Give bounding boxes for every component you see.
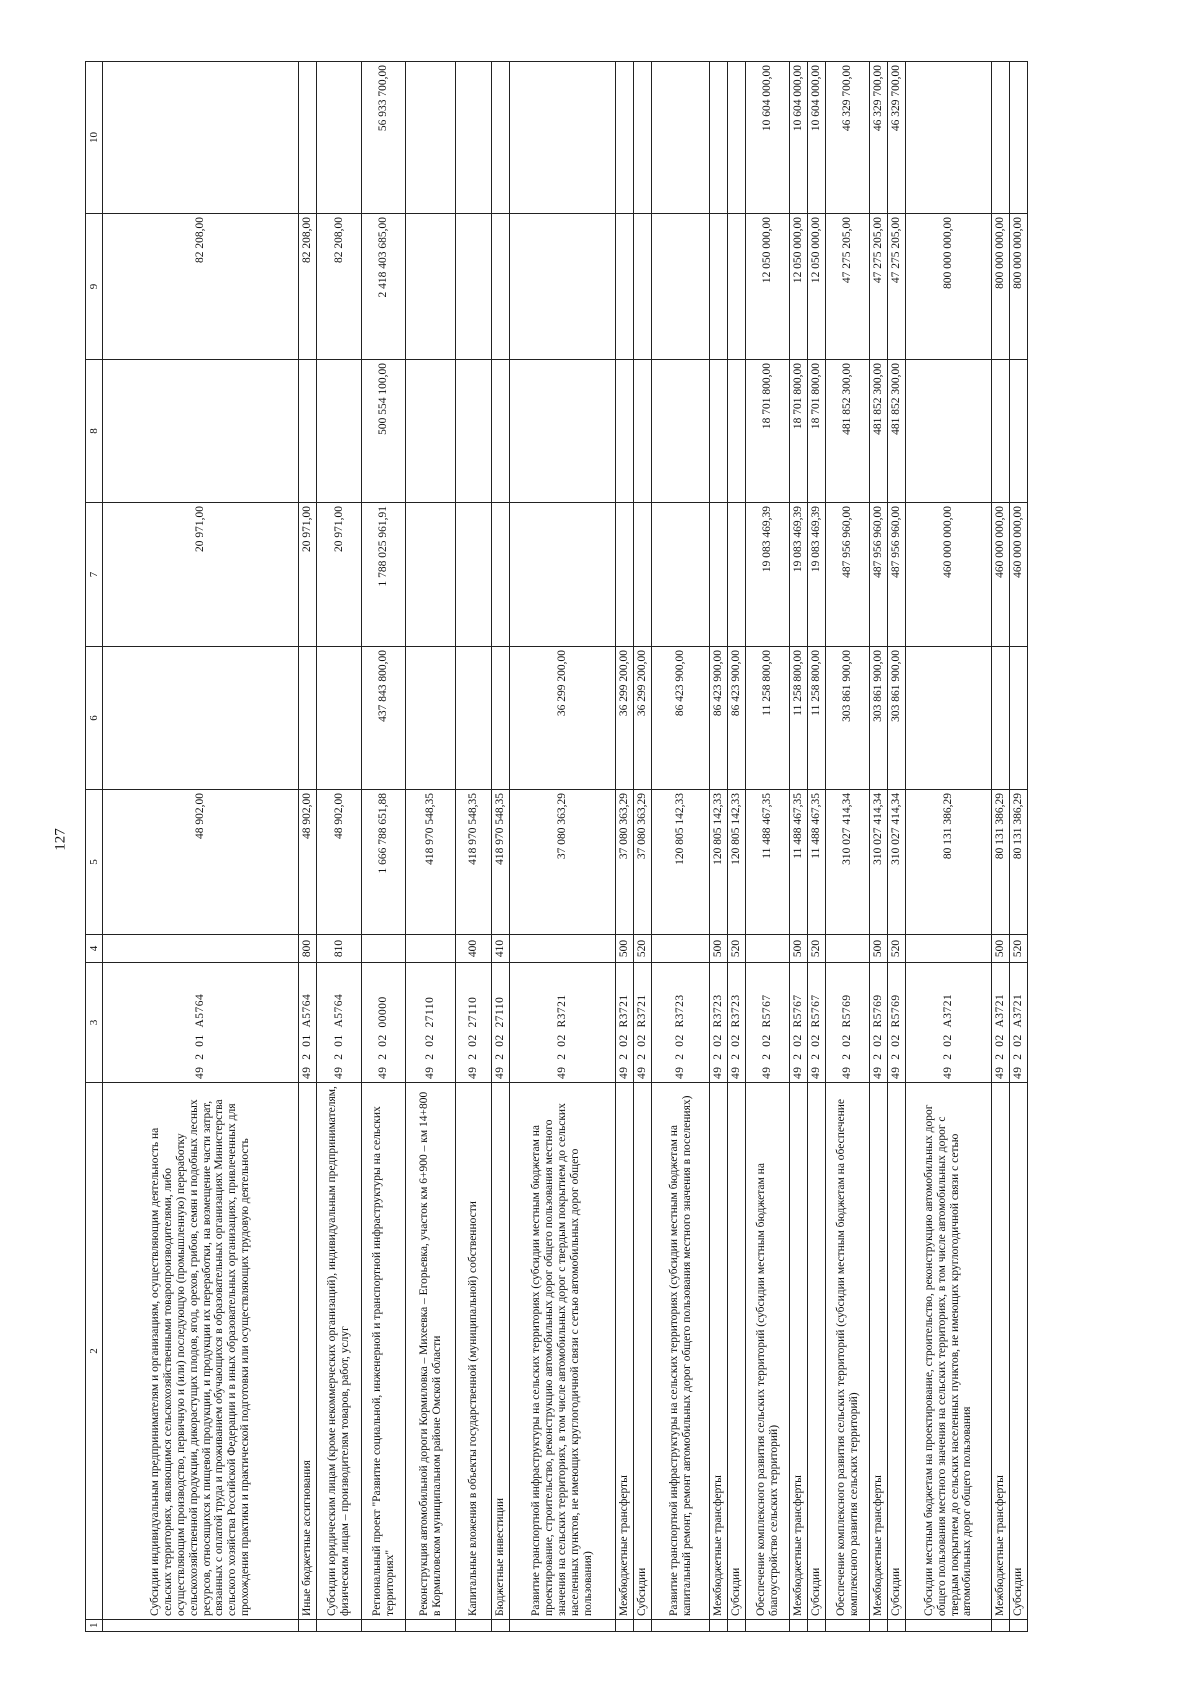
table-row [362, 62, 406, 1632]
value-col-8 [406, 360, 456, 503]
row-expense-type: 520 [634, 935, 652, 963]
table-row [103, 62, 299, 1632]
value-col-5: 120 805 142,33 [710, 790, 728, 935]
row-name: Субсидии [808, 1083, 826, 1620]
column-header: 7 [86, 503, 103, 647]
value-col-6: 86 423 900,00 [728, 647, 746, 790]
value-col-7: 20 971,00 [317, 503, 362, 647]
value-col-5: 48 902,00 [317, 790, 362, 935]
value-col-7: 460 000 000,00 [906, 503, 992, 647]
row-name: Субсидии индивидуальным предпринимателям и организациям, осуществляющим деятельность на сельских территориях, являющимся сельскохозяйственными товаропроизводителями, либо осуществляющим производство, первичную и (или) последующую (промышленную) переработку сельскохозяйственной продукции, дикорастущих плодов, ягод, орехов, грибов, семян и подобных лесных ресурсов, относящихся к пищевой продукции, и продукции их переработки, на возмещение части затрат, связанных с оплатой труда и проживанием обучающихся в образовательных организациях Министерства сельского хозяйства Российской Федерации и в иных образовательных организациях, привлеченных для прохождения практики и практической подготовки или осуществляющих трудовую деятельность [103, 1083, 299, 1620]
value-col-10 [710, 62, 728, 214]
value-col-8 [652, 360, 710, 503]
value-col-8 [492, 360, 510, 503]
table-row [808, 62, 826, 1632]
table-row [406, 62, 456, 1632]
value-col-7: 460 000 000,00 [1010, 503, 1028, 647]
row-name: Субсидии [1010, 1083, 1028, 1620]
column-header: 9 [86, 214, 103, 360]
table-row [790, 62, 808, 1632]
value-col-7: 19 083 469,39 [808, 503, 826, 647]
row-code: 49 2 01 А5764 [103, 963, 299, 1083]
row-code: 49 2 02 R5769 [826, 963, 870, 1083]
value-col-9: 47 275 205,00 [870, 214, 888, 360]
row-expense-type [103, 935, 299, 963]
row-expense-type: 410 [492, 935, 510, 963]
table-row [906, 62, 992, 1632]
row-number-cell [1010, 1620, 1028, 1632]
row-expense-type [362, 935, 406, 963]
value-col-8 [317, 360, 362, 503]
row-code: 49 2 02 27110 [456, 963, 492, 1083]
table-row [634, 62, 652, 1632]
table-row [992, 62, 1010, 1632]
value-col-5: 37 080 363,29 [510, 790, 616, 935]
column-header: 10 [86, 62, 103, 214]
table-row [652, 62, 710, 1632]
value-col-6: 303 861 900,00 [870, 647, 888, 790]
value-col-7 [492, 503, 510, 647]
budget-table [85, 61, 1028, 1632]
row-code: 49 2 02 27110 [406, 963, 456, 1083]
row-expense-type: 400 [456, 935, 492, 963]
row-number-cell [906, 1620, 992, 1632]
value-col-8: 18 701 800,00 [790, 360, 808, 503]
value-col-7 [616, 503, 634, 647]
value-col-6: 11 258 800,00 [808, 647, 826, 790]
value-col-7: 19 083 469,39 [790, 503, 808, 647]
value-col-10 [317, 62, 362, 214]
row-name: Развитие транспортной инфраструктуры на сельских территориях (субсидии местным бюджетам на капитальный ремонт, ремонт автомобильных дорог общего пользования местного значения в поселениях) [652, 1083, 710, 1620]
column-header: 6 [86, 647, 103, 790]
value-col-6: 11 258 800,00 [790, 647, 808, 790]
row-name: Субсидии местным бюджетам на проектирование, строительство, реконструкцию автомобильных дорог общего пользования местного значения на сельских территориях, в том числе автомобильных дорог с твердым покрытием до сельских населенных пунктов, не имеющих круглогодичной связи с сетью автомобильных дорог общего пользования [906, 1083, 992, 1620]
table-row [746, 62, 790, 1632]
column-header: 5 [86, 790, 103, 935]
row-expense-type [406, 935, 456, 963]
row-code: 49 2 02 R3721 [634, 963, 652, 1083]
row-number-cell [870, 1620, 888, 1632]
value-col-5: 310 027 414,34 [888, 790, 906, 935]
value-col-9: 12 050 000,00 [746, 214, 790, 360]
row-code: 49 2 02 R5767 [746, 963, 790, 1083]
row-expense-type: 500 [790, 935, 808, 963]
value-col-5: 120 805 142,33 [728, 790, 746, 935]
value-col-6: 36 299 200,00 [616, 647, 634, 790]
value-col-6 [1010, 647, 1028, 790]
row-number-cell [299, 1620, 317, 1632]
row-number-cell [790, 1620, 808, 1632]
column-number-header [86, 62, 103, 1632]
row-name: Субсидии [634, 1083, 652, 1620]
value-col-9: 12 050 000,00 [790, 214, 808, 360]
value-col-5: 1 666 788 651,88 [362, 790, 406, 935]
value-col-9 [710, 214, 728, 360]
value-col-9: 2 418 403 685,00 [362, 214, 406, 360]
value-col-10 [634, 62, 652, 214]
value-col-9 [510, 214, 616, 360]
row-name: Реконструкция автомобильной дороги Кормиловка – Михеевка – Егорьевка, участок км 6+900 – км 14+800 в Кормиловском муниципальном районе Омской области [406, 1083, 456, 1620]
value-col-10 [510, 62, 616, 214]
value-col-10 [103, 62, 299, 214]
value-col-5: 37 080 363,29 [616, 790, 634, 935]
value-col-5: 418 970 548,35 [456, 790, 492, 935]
row-number-cell [634, 1620, 652, 1632]
row-code: 49 2 01 А5764 [299, 963, 317, 1083]
column-header: 3 [86, 963, 103, 1083]
value-col-10 [652, 62, 710, 214]
row-number-cell [728, 1620, 746, 1632]
row-number-cell [362, 1620, 406, 1632]
value-col-10 [406, 62, 456, 214]
value-col-9 [616, 214, 634, 360]
row-expense-type [746, 935, 790, 963]
value-col-9 [728, 214, 746, 360]
row-name: Субсидии [888, 1083, 906, 1620]
row-expense-type [510, 935, 616, 963]
row-code: 49 2 02 R3723 [710, 963, 728, 1083]
row-code: 49 2 02 R3723 [652, 963, 710, 1083]
row-name: Субсидии [728, 1083, 746, 1620]
value-col-10: 10 604 000,00 [808, 62, 826, 214]
value-col-5: 80 131 386,29 [1010, 790, 1028, 935]
row-name: Бюджетные инвестиции [492, 1083, 510, 1620]
value-col-6 [456, 647, 492, 790]
value-col-6 [299, 647, 317, 790]
value-col-5: 120 805 142,33 [652, 790, 710, 935]
value-col-8 [103, 360, 299, 503]
table-row [888, 62, 906, 1632]
value-col-10 [492, 62, 510, 214]
value-col-10: 46 329 700,00 [870, 62, 888, 214]
value-col-7 [652, 503, 710, 647]
value-col-5: 418 970 548,35 [492, 790, 510, 935]
value-col-9: 800 000 000,00 [1010, 214, 1028, 360]
value-col-7: 487 956 960,00 [826, 503, 870, 647]
row-expense-type: 810 [317, 935, 362, 963]
value-col-9: 82 208,00 [317, 214, 362, 360]
value-col-10 [299, 62, 317, 214]
value-col-7: 1 788 025 961,91 [362, 503, 406, 647]
value-col-9: 47 275 205,00 [888, 214, 906, 360]
value-col-6: 303 861 900,00 [888, 647, 906, 790]
table-row [492, 62, 510, 1632]
value-col-8: 500 554 100,00 [362, 360, 406, 503]
value-col-6 [906, 647, 992, 790]
value-col-6: 86 423 900,00 [710, 647, 728, 790]
row-number-cell [317, 1620, 362, 1632]
table-body [103, 62, 1028, 1632]
row-expense-type [652, 935, 710, 963]
column-header: 8 [86, 360, 103, 503]
value-col-10: 46 329 700,00 [888, 62, 906, 214]
value-col-8 [992, 360, 1010, 503]
table-row [728, 62, 746, 1632]
row-name: Субсидии юридическим лицам (кроме некоммерческих организаций), индивидуальным предпринимателям, физическим лицам – производителям товаров, работ, услуг [317, 1083, 362, 1620]
row-code: 49 2 02 R3723 [728, 963, 746, 1083]
row-name: Капитальные вложения в объекты государственной (муниципальной) собственности [456, 1083, 492, 1620]
row-expense-type: 520 [808, 935, 826, 963]
value-col-8 [710, 360, 728, 503]
row-name: Региональный проект "Развитие социальной, инженерной и транспортной инфраструктуры на сельских территориях" [362, 1083, 406, 1620]
table-row [317, 62, 362, 1632]
row-name: Иные бюджетные ассигнования [299, 1083, 317, 1620]
value-col-7 [406, 503, 456, 647]
row-name: Межбюджетные трансферты [616, 1083, 634, 1620]
row-name: Обеспечение комплексного развития сельских территорий (субсидии местным бюджетам на обеспечение комплексного развития сельских территорий) [826, 1083, 870, 1620]
row-expense-type [906, 935, 992, 963]
column-header: 2 [86, 1083, 103, 1620]
row-expense-type: 800 [299, 935, 317, 963]
row-code: 49 2 02 27110 [492, 963, 510, 1083]
table-row [299, 62, 317, 1632]
value-col-6 [492, 647, 510, 790]
row-number-cell [492, 1620, 510, 1632]
value-col-5: 310 027 414,34 [870, 790, 888, 935]
row-expense-type: 520 [728, 935, 746, 963]
table-row [1010, 62, 1028, 1632]
value-col-6: 11 258 800,00 [746, 647, 790, 790]
table-row [870, 62, 888, 1632]
value-col-5: 48 902,00 [103, 790, 299, 935]
value-col-5: 37 080 363,29 [634, 790, 652, 935]
page-number: 127 [52, 828, 69, 851]
value-col-10 [456, 62, 492, 214]
row-number-cell [746, 1620, 790, 1632]
value-col-8 [299, 360, 317, 503]
row-code: 49 2 02 А3721 [992, 963, 1010, 1083]
table-row [456, 62, 492, 1632]
column-header: 4 [86, 935, 103, 963]
value-col-7 [456, 503, 492, 647]
value-col-6 [406, 647, 456, 790]
row-name: Межбюджетные трансферты [870, 1083, 888, 1620]
row-name: Межбюджетные трансферты [992, 1083, 1010, 1620]
row-number-cell [808, 1620, 826, 1632]
value-col-7: 487 956 960,00 [888, 503, 906, 647]
value-col-10: 10 604 000,00 [790, 62, 808, 214]
row-expense-type: 500 [992, 935, 1010, 963]
value-col-8 [634, 360, 652, 503]
value-col-10 [906, 62, 992, 214]
value-col-9: 800 000 000,00 [992, 214, 1010, 360]
row-code: 49 2 02 R5769 [870, 963, 888, 1083]
row-expense-type: 520 [1010, 935, 1028, 963]
value-col-8 [728, 360, 746, 503]
value-col-9 [456, 214, 492, 360]
value-col-5: 80 131 386,29 [906, 790, 992, 935]
row-code: 49 2 02 А3721 [906, 963, 992, 1083]
row-number-cell [710, 1620, 728, 1632]
value-col-6 [992, 647, 1010, 790]
value-col-9 [406, 214, 456, 360]
row-name: Развитие транспортной инфраструктуры на сельских территориях (субсидии местным бюджетам на проектирование, строительство, реконструкцию автомобильных дорог общего пользования местного значения на сельских территориях, в том числе автомобильных дорог с твердым покрытием до сельских населенных пунктов, не имеющих круглогодичной связи с сетью автомобильных дорог общего пользования) [510, 1083, 616, 1620]
value-col-9 [492, 214, 510, 360]
value-col-9: 82 208,00 [103, 214, 299, 360]
row-code: 49 2 02 А3721 [1010, 963, 1028, 1083]
row-code: 49 2 01 А5764 [317, 963, 362, 1083]
value-col-8: 18 701 800,00 [808, 360, 826, 503]
row-name: Обеспечение комплексного развития сельских территорий (субсидии местным бюджетам на благоустройство сельских территорий) [746, 1083, 790, 1620]
value-col-9: 12 050 000,00 [808, 214, 826, 360]
value-col-9: 800 000 000,00 [906, 214, 992, 360]
value-col-10: 56 933 700,00 [362, 62, 406, 214]
value-col-7: 487 956 960,00 [870, 503, 888, 647]
value-col-5: 80 131 386,29 [992, 790, 1010, 935]
value-col-6: 36 299 200,00 [510, 647, 616, 790]
value-col-6: 437 843 800,00 [362, 647, 406, 790]
value-col-8 [1010, 360, 1028, 503]
row-number-cell [103, 1620, 299, 1632]
value-col-8: 481 852 300,00 [870, 360, 888, 503]
value-col-8: 481 852 300,00 [888, 360, 906, 503]
value-col-9 [634, 214, 652, 360]
row-code: 49 2 02 R5767 [808, 963, 826, 1083]
value-col-10 [992, 62, 1010, 214]
value-col-5: 48 902,00 [299, 790, 317, 935]
row-number-cell [616, 1620, 634, 1632]
value-col-7: 20 971,00 [103, 503, 299, 647]
value-col-10: 10 604 000,00 [746, 62, 790, 214]
value-col-6 [103, 647, 299, 790]
column-header: 1 [86, 1620, 103, 1632]
value-col-5: 11 488 467,35 [790, 790, 808, 935]
value-col-8: 481 852 300,00 [826, 360, 870, 503]
value-col-6: 36 299 200,00 [634, 647, 652, 790]
value-col-7 [510, 503, 616, 647]
row-expense-type: 500 [870, 935, 888, 963]
value-col-7 [634, 503, 652, 647]
row-number-cell [992, 1620, 1010, 1632]
value-col-8 [906, 360, 992, 503]
value-col-9: 47 275 205,00 [826, 214, 870, 360]
value-col-9 [652, 214, 710, 360]
row-expense-type: 520 [888, 935, 906, 963]
row-code: 49 2 02 00000 [362, 963, 406, 1083]
value-col-5: 418 970 548,35 [406, 790, 456, 935]
value-col-6 [317, 647, 362, 790]
row-number-cell [510, 1620, 616, 1632]
value-col-10 [728, 62, 746, 214]
value-col-8: 18 701 800,00 [746, 360, 790, 503]
value-col-8 [510, 360, 616, 503]
value-col-5: 310 027 414,34 [826, 790, 870, 935]
row-expense-type [826, 935, 870, 963]
value-col-5: 11 488 467,35 [746, 790, 790, 935]
value-col-7: 19 083 469,39 [746, 503, 790, 647]
table-row [826, 62, 870, 1632]
value-col-5: 11 488 467,35 [808, 790, 826, 935]
value-col-7: 460 000 000,00 [992, 503, 1010, 647]
row-number-cell [652, 1620, 710, 1632]
row-number-cell [888, 1620, 906, 1632]
row-name: Межбюджетные трансферты [710, 1083, 728, 1620]
value-col-8 [456, 360, 492, 503]
value-col-7: 20 971,00 [299, 503, 317, 647]
row-code: 49 2 02 R3721 [510, 963, 616, 1083]
row-number-cell [826, 1620, 870, 1632]
row-number-cell [456, 1620, 492, 1632]
row-name: Межбюджетные трансферты [790, 1083, 808, 1620]
value-col-10 [616, 62, 634, 214]
value-col-6: 303 861 900,00 [826, 647, 870, 790]
value-col-6: 86 423 900,00 [652, 647, 710, 790]
row-code: 49 2 02 R5769 [888, 963, 906, 1083]
value-col-8 [616, 360, 634, 503]
value-col-9: 82 208,00 [299, 214, 317, 360]
table-row [710, 62, 728, 1632]
value-col-10: 46 329 700,00 [826, 62, 870, 214]
row-expense-type: 500 [710, 935, 728, 963]
row-code: 49 2 02 R3721 [616, 963, 634, 1083]
value-col-10 [1010, 62, 1028, 214]
value-col-7 [710, 503, 728, 647]
row-expense-type: 500 [616, 935, 634, 963]
rotated-table-container [85, 62, 1025, 1632]
table-row [616, 62, 634, 1632]
row-number-cell [406, 1620, 456, 1632]
table-row [510, 62, 616, 1632]
value-col-7 [728, 503, 746, 647]
row-code: 49 2 02 R5767 [790, 963, 808, 1083]
